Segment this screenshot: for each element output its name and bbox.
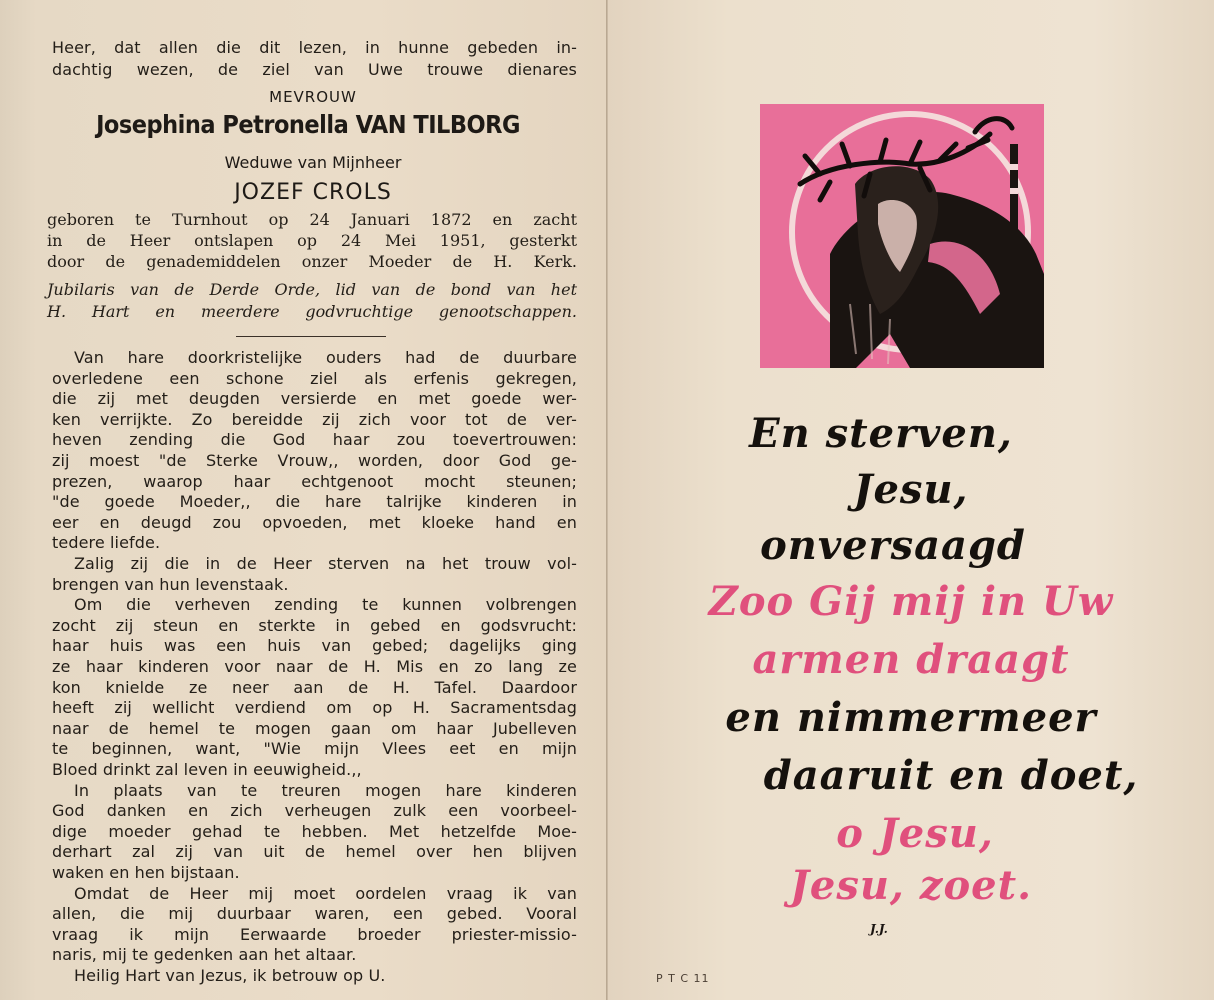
biography-line: Zalig zij die in de Heer sterven na het trouw vol- bbox=[74, 554, 577, 573]
biography-line: heven zending die God haar zou toevertrouwen: bbox=[52, 430, 577, 450]
opening-line-1: Heer, dat allen die dit lezen, in hunne gebeden in- bbox=[52, 38, 577, 57]
jubilee-line-1: Jubilaris van de Derde Orde, lid van de bond van het bbox=[47, 280, 577, 299]
poem-line: onversaagd bbox=[760, 522, 1026, 569]
poem-line: Jesu, bbox=[853, 466, 969, 513]
devotional-image-page bbox=[608, 0, 1214, 1000]
biography-line: zij moest "de Sterke Vrouw,, worden, door God ge- bbox=[52, 451, 577, 470]
biography-line: naris, mij te gedenken aan het altaar. bbox=[52, 945, 357, 965]
poem-line: daaruit en doet, bbox=[763, 752, 1139, 799]
poem-line: o Jesu, bbox=[836, 810, 994, 857]
biography-line: naar de hemel te mogen gaan om haar Jubelleven bbox=[52, 718, 577, 738]
biography-line: heeft zij wellicht verdiend om op H. Sacramentsdag bbox=[52, 698, 577, 718]
poem-line: Zoo Gij mij in Uw bbox=[708, 578, 1114, 625]
biography-line: die zij met deugden versierde en met goede wer- bbox=[52, 389, 577, 409]
biography-line: ze haar kinderen voor naar de H. Mis en zo lang ze bbox=[52, 657, 577, 676]
biography-line: ken verrijkte. Zo bereidde zij zich voor tot de ver- bbox=[52, 409, 577, 429]
biography-line: overledene een schone ziel als erfenis gekregen, bbox=[52, 368, 577, 388]
biography-line: vraag ik mijn Eerwaarde broeder priester-missio- bbox=[52, 924, 577, 944]
birth-line-2: in de Heer ontslapen op 24 Mei 1951, gesterkt bbox=[47, 231, 577, 250]
biography-line: Van hare doorkristelijke ouders had de duurbare bbox=[74, 348, 577, 367]
deceased-name: Josephina Petronella VAN TILBORG bbox=[96, 110, 520, 139]
poem-line: En sterven, bbox=[749, 410, 1013, 457]
biography-line: brengen van hun levenstaak. bbox=[52, 574, 289, 594]
biography-line: tedere liefde. bbox=[52, 533, 161, 553]
poem-line: en nimmermeer bbox=[725, 694, 1097, 741]
signature: J.J. bbox=[870, 922, 888, 936]
biography-line: prezen, waarop haar echtgenoot mocht steunen; bbox=[52, 471, 577, 491]
biography-line: Omdat de Heer mij moet oordelen vraag ik van bbox=[74, 883, 577, 903]
biography-line: In plaats van te treuren mogen hare kinderen bbox=[74, 780, 577, 800]
biography-line: Bloed drinkt zal leven in eeuwigheid.,, bbox=[52, 760, 362, 779]
biography-line: te beginnen, want, "Wie mijn Vlees eet en mijn bbox=[52, 739, 577, 759]
widow-of-label: Weduwe van Mijnheer bbox=[224, 153, 402, 172]
poem-line: Jesu, zoet. bbox=[789, 862, 1033, 909]
crucifixion-woodcut-illustration bbox=[760, 104, 1044, 368]
biography-line: Om die verheven zending te kunnen volbrengen bbox=[74, 595, 577, 615]
biography-line: derhart zal zij van uit de hemel over hen blijven bbox=[52, 842, 577, 862]
biography-line: zocht zij steun en sterkte in gebed en godsvrucht: bbox=[52, 615, 577, 635]
biography-line: dige moeder gehad te hebben. Met hetzelfde Moe- bbox=[52, 821, 577, 841]
divider bbox=[236, 336, 386, 337]
biography-line: allen, die mij duurbaar waren, een gebed. Vooral bbox=[52, 904, 577, 924]
biography-line: God danken en zich verheugen zulk een voorbeel- bbox=[52, 801, 577, 821]
opening-line-2: dachtig wezen, de ziel van Uwe trouwe dienares bbox=[52, 60, 577, 79]
biography-line: eer en deugd zou opvoeden, met kloeke hand en bbox=[52, 512, 577, 532]
biography-line: haar huis was een huis van gebed; dagelijks ging bbox=[52, 636, 577, 656]
poem-line: armen draagt bbox=[752, 636, 1070, 683]
biography-line: kon knielde ze neer aan de H. Tafel. Daardoor bbox=[52, 677, 577, 697]
biography-line: Heilig Hart van Jezus, ik betrouw op U. bbox=[74, 966, 386, 985]
title-prefix: MEVROUW bbox=[269, 88, 357, 106]
biography-line: "de goede Moeder,, die hare talrijke kinderen in bbox=[52, 492, 577, 512]
printer-mark: P T C 11 bbox=[656, 972, 710, 985]
birth-line-1: geboren te Turnhout op 24 Januari 1872 en zacht bbox=[47, 210, 577, 229]
birth-line-3: door de genademiddelen onzer Moeder de H. Kerk. bbox=[47, 252, 577, 271]
staff bbox=[1010, 144, 1018, 324]
jubilee-line-2: H. Hart en meerdere godvruchtige genootschappen. bbox=[47, 302, 577, 321]
biography-line: waken en hen bijstaan. bbox=[52, 863, 240, 882]
husband-name: JOZEF CROLS bbox=[234, 180, 392, 205]
